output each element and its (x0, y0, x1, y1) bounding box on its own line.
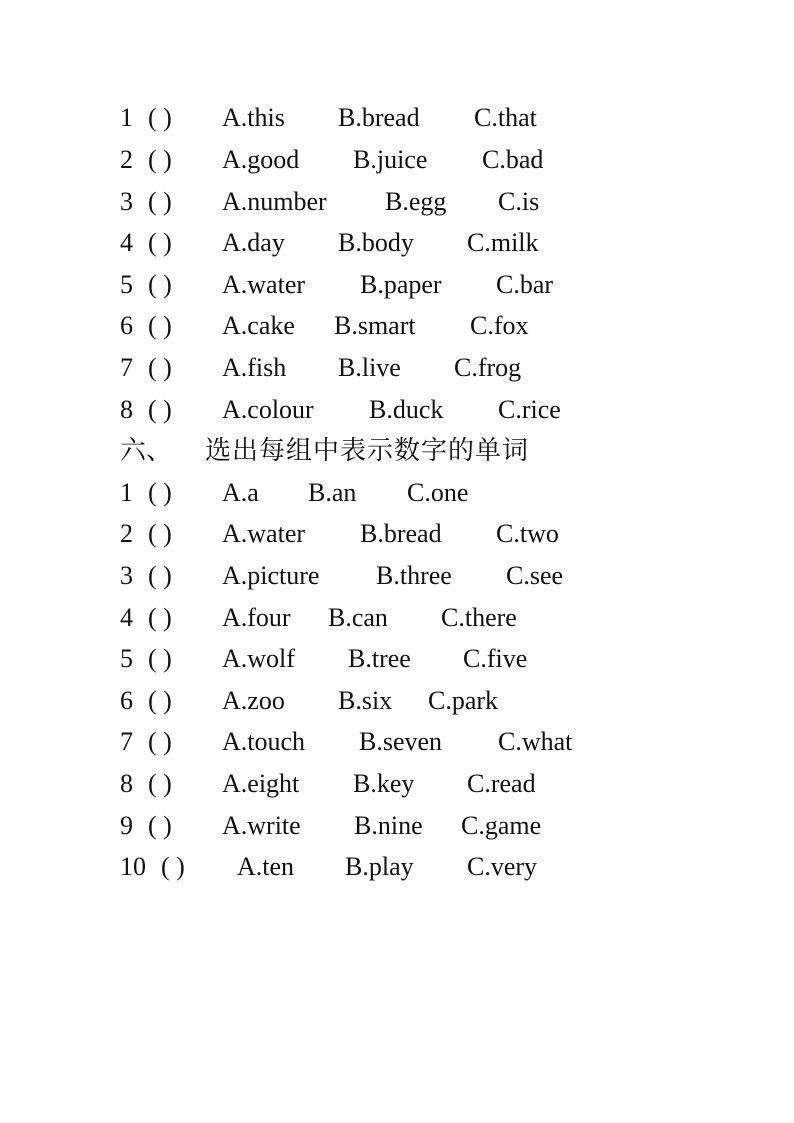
answer-blank: ( ) (161, 852, 185, 881)
answer-blank: ( ) (148, 478, 172, 507)
option-b: B.egg (385, 187, 447, 216)
answer-blank: ( ) (148, 353, 172, 382)
option-a: A.touch (222, 727, 306, 756)
section-number: 六、 (120, 436, 173, 465)
option-b: B.bread (360, 519, 442, 548)
question-number: 8 (120, 395, 133, 424)
option-c: C.see (506, 561, 564, 590)
question-number: 7 (120, 353, 133, 382)
section-title: 选出每组中表示数字的单词 (205, 436, 530, 465)
option-b: B.three (376, 561, 452, 590)
question-number: 1 (120, 103, 133, 132)
question-number: 4 (120, 228, 133, 257)
answer-blank: ( ) (148, 519, 172, 548)
option-a: A.number (222, 187, 327, 216)
option-a: A.ten (237, 852, 295, 881)
answer-blank: ( ) (148, 103, 172, 132)
option-a: A.write (222, 811, 301, 840)
option-b: B.body (338, 228, 414, 257)
option-a: A.good (222, 145, 300, 174)
answer-blank: ( ) (148, 228, 172, 257)
option-a: A.water (222, 519, 306, 548)
answer-blank: ( ) (148, 811, 172, 840)
option-a: A.fish (222, 353, 287, 382)
answer-blank: ( ) (148, 270, 172, 299)
option-a: A.day (222, 228, 285, 257)
answer-blank: ( ) (148, 769, 172, 798)
question-number: 3 (120, 187, 133, 216)
answer-blank: ( ) (148, 311, 172, 340)
option-a: A.water (222, 270, 306, 299)
option-c: C.rice (498, 395, 561, 424)
question-number: 4 (120, 603, 133, 632)
option-a: A.this (222, 103, 285, 132)
option-a: A.four (222, 603, 291, 632)
answer-blank: ( ) (148, 644, 172, 673)
option-b: B.play (345, 852, 414, 881)
option-a: A.wolf (222, 644, 295, 673)
answer-blank: ( ) (148, 561, 172, 590)
question-number: 2 (120, 145, 133, 174)
answer-blank: ( ) (148, 686, 172, 715)
answer-blank: ( ) (148, 727, 172, 756)
question-number: 6 (120, 686, 133, 715)
option-b: B.duck (369, 395, 444, 424)
option-c: C.milk (467, 228, 539, 257)
question-number: 7 (120, 727, 133, 756)
option-c: C.park (428, 686, 499, 715)
question-number: 2 (120, 519, 133, 548)
option-a: A.a (222, 478, 259, 507)
option-b: B.an (308, 478, 357, 507)
option-b: B.live (338, 353, 401, 382)
option-c: C.read (467, 769, 536, 798)
option-b: B.can (328, 603, 388, 632)
option-c: C.very (467, 852, 538, 881)
question-number: 5 (120, 644, 133, 673)
option-b: B.key (353, 769, 415, 798)
option-c: C.frog (454, 353, 522, 382)
question-number: 5 (120, 270, 133, 299)
answer-blank: ( ) (148, 187, 172, 216)
question-number: 3 (120, 561, 133, 590)
option-a: A.picture (222, 561, 320, 590)
answer-blank: ( ) (148, 145, 172, 174)
option-c: C.is (498, 187, 540, 216)
option-c: C.five (463, 644, 528, 673)
option-c: C.two (496, 519, 559, 548)
question-number: 9 (120, 811, 133, 840)
option-c: C.bar (496, 270, 554, 299)
option-b: B.bread (338, 103, 420, 132)
option-b: B.six (338, 686, 393, 715)
option-b: B.seven (359, 727, 443, 756)
question-number: 8 (120, 769, 133, 798)
option-b: B.tree (348, 644, 411, 673)
option-c: C.what (498, 727, 573, 756)
option-b: B.paper (360, 270, 442, 299)
question-number: 1 (120, 478, 133, 507)
option-c: C.that (474, 103, 537, 132)
question-number: 10 (120, 852, 146, 881)
option-c: C.there (441, 603, 517, 632)
question-number: 6 (120, 311, 133, 340)
option-b: B.juice (353, 145, 428, 174)
option-c: C.game (461, 811, 542, 840)
option-a: A.colour (222, 395, 314, 424)
answer-blank: ( ) (148, 603, 172, 632)
option-c: C.fox (470, 311, 529, 340)
option-a: A.cake (222, 311, 295, 340)
option-c: C.bad (482, 145, 544, 174)
option-c: C.one (407, 478, 469, 507)
option-a: A.zoo (222, 686, 285, 715)
option-a: A.eight (222, 769, 300, 798)
option-b: B.nine (354, 811, 423, 840)
answer-blank: ( ) (148, 395, 172, 424)
option-b: B.smart (334, 311, 416, 340)
